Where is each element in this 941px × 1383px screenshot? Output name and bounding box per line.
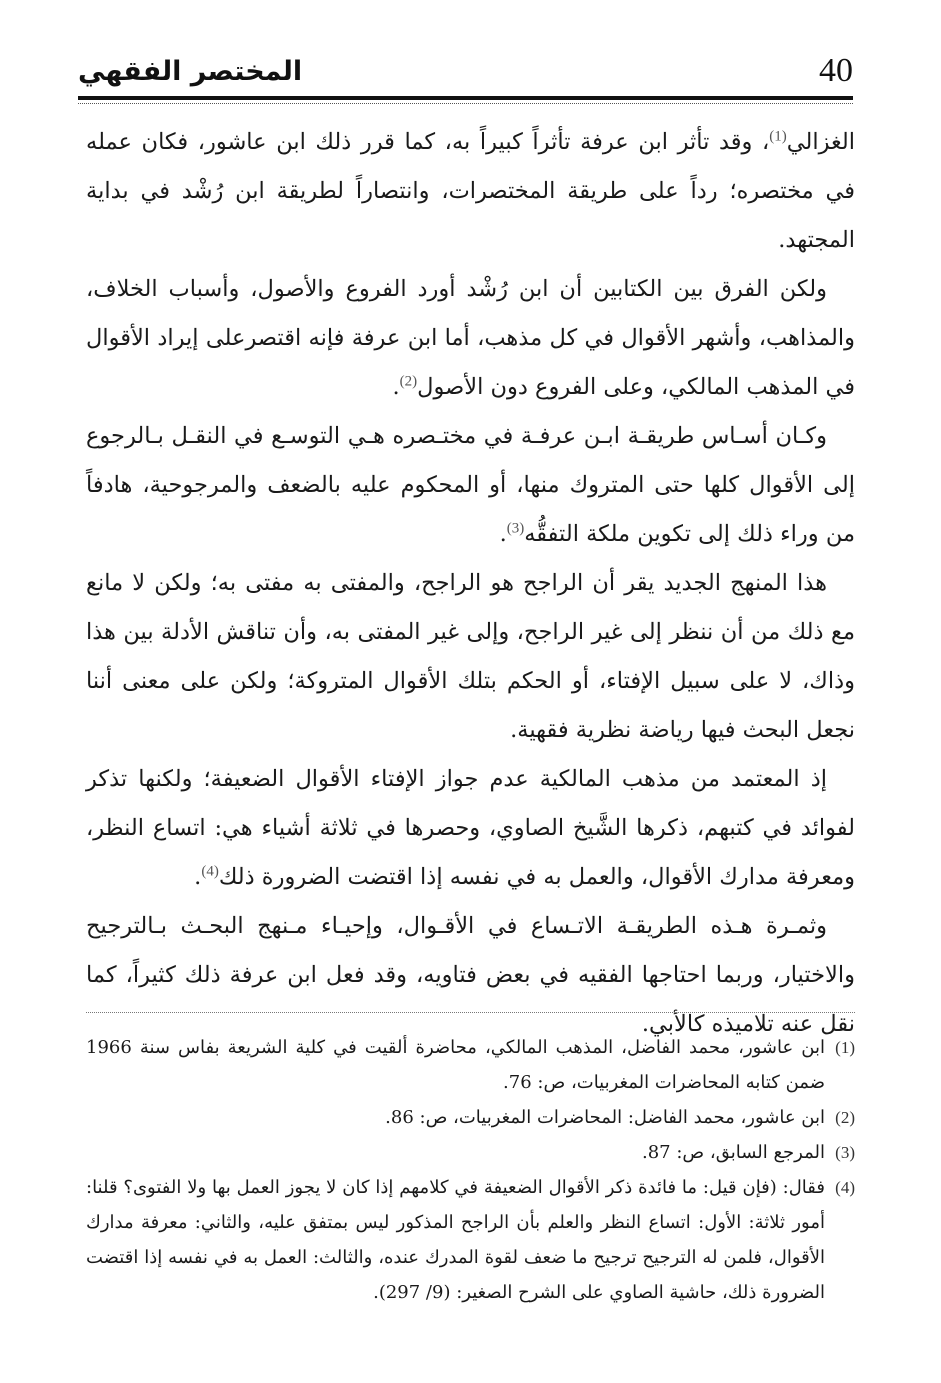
paragraph-3-text-b: . — [499, 521, 507, 547]
footnote-ref-4: (4) — [201, 863, 219, 880]
paragraph-3-text-a: وكـان أسـاس طريقـة ابـن عرفـة في مختـصره هـي التوسـع في النقـل بـالرجوع إلى الأقوال كلها حتى المتروك منها، أو المحكوم عليه بالضعف والمرجوحية، هادفاً من وراء ذلك إلى تكوين ملكة التفقُّه — [86, 423, 855, 547]
running-title: المختصر الفقهي — [78, 56, 303, 87]
paragraph-5 — [86, 755, 855, 902]
footnote-separator — [86, 1012, 855, 1013]
paragraph-2 — [86, 265, 855, 412]
footnote-number: (2) — [835, 1108, 855, 1127]
footnote-text: ابن عاشور، محمد الفاضل: المحاضرات المغربيات، ص: 86. — [385, 1107, 825, 1128]
paragraph-2-text-a: ولكن الفرق بين الكتابين أن ابن رُشْد أورد الفروع والأصول، وأسباب الخلاف، والمذاهب، وأشهر الأقوال في كل مذهب، أما ابن عرفة فإنه اقتصرعلى إيراد الأقوال في المذهب المالكي، وعلى الفروع دون الأصول — [86, 276, 855, 400]
footnote-number: (4) — [835, 1178, 855, 1197]
page-header — [78, 48, 853, 102]
paragraph-5-text-a: إذ المعتمد من مذهب المالكية عدم جواز الإفتاء الأقوال الضعيفة؛ ولكنها تذكر لفوائد في كتبهم، ذكرها الشَّيخ الصاوي، وحصرها في ثلاثة أشياء هي: اتساع النظر، ومعرفة مدارك الأقوال، والعمل به في نفسه إذا اقتضت الضرورة ذلك — [86, 766, 855, 890]
footnote-ref-1: (1) — [769, 128, 787, 145]
paragraph-4: هذا المنهج الجديد يقر أن الراجح هو الراجح، والمفتى به مفتى به؛ ولكن لا مانع مع ذلك من أن ننظر إلى غير الراجح، وإلى غير المفتى به، وأن تناقش الأدلة بين هذا وذاك، لا على سبيل الإفتاء، أو الحكم بتلك الأقوال المتروكة؛ ولكن على معنى أننا نجعل البحث فيها رياضة نظرية فقهية. — [86, 570, 855, 743]
footnote-text: ابن عاشور، محمد الفاضل، المذهب المالكي، محاضرة ألقيت في كلية الشريعة بفاس سنة 1966 ضمن كتابه المحاضرات المغربيات، ص: 76. — [86, 1037, 825, 1093]
footnote-text: المرجع السابق، ص: 87. — [641, 1142, 825, 1163]
footnote-4 — [86, 1170, 855, 1310]
footnote-text: فقال: (فإن قيل: ما فائدة ذكر الأقوال الضعيفة في كلامهم إذا كان لا يجوز العمل بها ولا الفتوى؟ قلنا: أمور ثلاثة: الأول: اتساع النظر والعلم بأن الراجح المذكور ليس بمتفق عليه، والثاني: معرفة مدارك الأقوال، فلمن له الترجيح ترجيح ما ضعف لقوة المدرك عنده، والثالث: العمل به في نفسه إذا اقتضت الضرورة ذلك، حاشية الصاوي على الشرح الصغير: (9/ 297). — [86, 1177, 825, 1303]
footnote-ref-2: (2) — [399, 373, 418, 390]
footnote-number: (3) — [835, 1143, 855, 1162]
footnote-1 — [86, 1030, 855, 1100]
paragraph-2-text-b: . — [392, 374, 400, 400]
page-number: 40 — [819, 52, 853, 89]
main-text — [86, 118, 855, 1049]
footnotes — [86, 1030, 855, 1310]
footnote-3 — [86, 1135, 855, 1170]
paragraph-5-text-b: . — [194, 864, 202, 890]
paragraph-1-text-b: ، وقد تأثر ابن عرفة تأثراً كبيراً به، كما قرر ذلك ابن عاشور، فكان عمله في مختصره؛ رداً على طريقة المختصرات، وانتصاراً لطريقة ابن رُشْد في بداية المجتهد. — [86, 129, 855, 253]
footnote-ref-3: (3) — [506, 520, 525, 537]
paragraph-1-text-a: الغزالي — [786, 129, 855, 155]
footnote-number: (1) — [835, 1038, 855, 1057]
paragraph-6: وثمـرة هـذه الطريقـة الاتـساع في الأقـوال، وإحيـاء مـنهج البحـث بـالترجيح والاختيار، وربما احتاجها الفقيه في بعض فتاويه، وقد فعل ابن عرفة ذلك كثيراً، كما نقل عنه تلاميذه كالأبي. — [86, 913, 855, 1037]
header-rule-dotted — [78, 103, 853, 104]
header-rule — [78, 96, 853, 100]
footnote-2 — [86, 1100, 855, 1135]
paragraph-3 — [86, 412, 855, 559]
paragraph-1 — [86, 118, 855, 265]
